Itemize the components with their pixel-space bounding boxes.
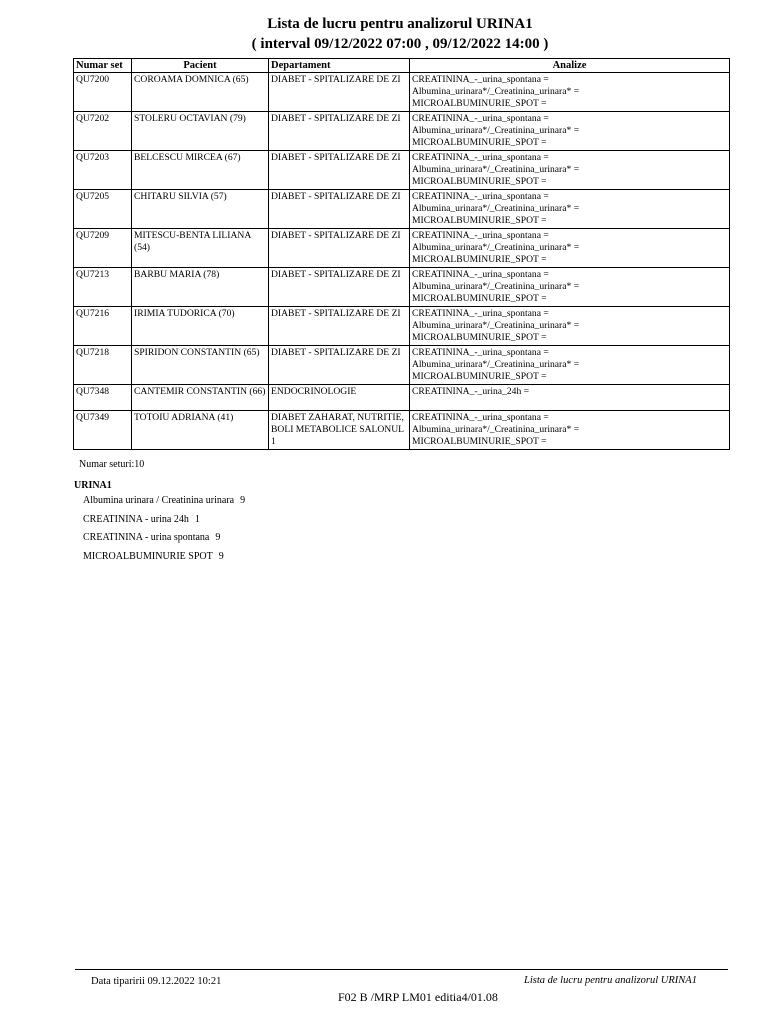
table-row: [74, 112, 730, 151]
analysis-line: Albumina_urinara*/_Creatinina_urinara* =: [412, 203, 580, 214]
set-count: Numar seturi:10: [79, 459, 145, 470]
table-row: [74, 385, 730, 411]
analysis-line: Albumina_urinara*/_Creatinina_urinara* =: [412, 86, 580, 97]
analysis-line: CREATININA_-_urina_spontana =: [412, 152, 549, 163]
summary-item-count: 9: [215, 532, 221, 543]
department-cell: DIABET - SPITALIZARE DE ZI: [269, 73, 410, 112]
column-header-set: Numar set: [74, 59, 132, 73]
summary-item: [83, 495, 245, 514]
analysis-line: Albumina_urinara*/_Creatinina_urinara* =: [412, 164, 580, 175]
analysis-line: MICROALBUMINURIE_SPOT =: [412, 254, 547, 265]
analyzer-summary-title: URINA1: [74, 480, 112, 491]
table-row: [74, 229, 730, 268]
set-number-cell: QU7205: [74, 190, 132, 229]
department-cell: DIABET ZAHARAT, NUTRITIE, BOLI METABOLICE SALONUL 1: [269, 411, 410, 450]
patient-cell: CANTEMIR CONSTANTIN (66): [132, 385, 269, 411]
worklist-table: [73, 58, 730, 450]
analysis-line: Albumina_urinara*/_Creatinina_urinara* =: [412, 242, 580, 253]
page-title: Lista de lucru pentru analizorul URINA1: [267, 16, 533, 32]
analysis-line: MICROALBUMINURIE_SPOT =: [412, 176, 547, 187]
analysis-line: CREATININA_-_urina_spontana =: [412, 113, 549, 124]
summary-item-label: CREATININA - urina spontana: [83, 532, 210, 543]
column-header-departament: Departament: [269, 59, 410, 73]
patient-cell: IRIMIA TUDORICA (70): [132, 307, 269, 346]
table-row: [74, 268, 730, 307]
print-date: Data tiparirii 09.12.2022 10:21: [91, 976, 222, 987]
table-row: [74, 411, 730, 450]
analyses-cell: [410, 411, 730, 450]
department-cell: DIABET - SPITALIZARE DE ZI: [269, 151, 410, 190]
set-number-cell: QU7202: [74, 112, 132, 151]
patient-cell: SPIRIDON CONSTANTIN (65): [132, 346, 269, 385]
summary-item-label: Albumina urinara / Creatinina urinara: [83, 495, 235, 506]
column-header-pacient: Pacient: [132, 59, 269, 73]
form-code: F02 B /MRP LM01 editia4/01.08: [338, 990, 498, 1004]
set-number-cell: QU7209: [74, 229, 132, 268]
set-number-cell: QU7216: [74, 307, 132, 346]
set-number-cell: QU7218: [74, 346, 132, 385]
footer-document-title: Lista de lucru pentru analizorul URINA1: [524, 975, 697, 986]
department-cell: DIABET - SPITALIZARE DE ZI: [269, 229, 410, 268]
analysis-line: CREATININA_-_urina_24h =: [412, 386, 530, 397]
summary-item: [83, 532, 245, 551]
patient-cell: MITESCU-BENTA LILIANA (54): [132, 229, 269, 268]
analyses-cell: [410, 385, 730, 411]
summary-item-label: MICROALBUMINURIE SPOT: [83, 550, 213, 562]
summary-item: [83, 514, 245, 533]
analysis-line: CREATININA_-_urina_spontana =: [412, 412, 549, 423]
analysis-summary-list: [83, 495, 245, 569]
analysis-line: Albumina_urinara*/_Creatinina_urinara* =: [412, 281, 580, 292]
interval-subtitle: ( interval 09/12/2022 07:00 , 09/12/2022 14:00 ): [251, 36, 549, 52]
department-cell: DIABET - SPITALIZARE DE ZI: [269, 112, 410, 151]
patient-cell: BELCESCU MIRCEA (67): [132, 151, 269, 190]
analysis-line: CREATININA_-_urina_spontana =: [412, 308, 549, 319]
patient-cell: STOLERU OCTAVIAN (79): [132, 112, 269, 151]
analyses-cell: [410, 268, 730, 307]
table-header-row: [74, 59, 730, 73]
analysis-line: MICROALBUMINURIE_SPOT =: [412, 293, 547, 304]
department-cell: ENDOCRINOLOGIE: [269, 385, 410, 411]
department-cell: DIABET - SPITALIZARE DE ZI: [269, 307, 410, 346]
analyses-cell: [410, 307, 730, 346]
analysis-line: MICROALBUMINURIE_SPOT =: [412, 332, 547, 343]
table-row: [74, 73, 730, 112]
patient-cell: TOTOIU ADRIANA (41): [132, 411, 269, 450]
analysis-line: CREATININA_-_urina_spontana =: [412, 191, 549, 202]
department-cell: DIABET - SPITALIZARE DE ZI: [269, 268, 410, 307]
analysis-line: CREATININA_-_urina_spontana =: [412, 74, 549, 85]
analysis-line: MICROALBUMINURIE_SPOT =: [412, 137, 547, 148]
summary-item-count: 1: [194, 513, 200, 525]
summary-item-count: 9: [218, 550, 224, 562]
analyses-cell: [410, 151, 730, 190]
analyses-cell: [410, 346, 730, 385]
set-number-cell: QU7200: [74, 73, 132, 112]
analysis-line: MICROALBUMINURIE_SPOT =: [412, 436, 547, 447]
column-header-analize: Analize: [410, 59, 730, 73]
analysis-line: Albumina_urinara*/_Creatinina_urinara* =: [412, 320, 580, 331]
set-number-cell: QU7349: [74, 411, 132, 450]
patient-cell: BARBU MARIA (78): [132, 268, 269, 307]
analysis-line: MICROALBUMINURIE_SPOT =: [412, 215, 547, 226]
table-row: [74, 151, 730, 190]
analysis-line: CREATININA_-_urina_spontana =: [412, 347, 549, 358]
patient-cell: COROAMA DOMNICA (65): [132, 73, 269, 112]
analysis-line: CREATININA_-_urina_spontana =: [412, 269, 549, 280]
set-number-cell: QU7213: [74, 268, 132, 307]
summary-item-label: CREATININA - urina 24h: [83, 513, 189, 525]
analysis-line: MICROALBUMINURIE_SPOT =: [412, 371, 547, 382]
analysis-line: Albumina_urinara*/_Creatinina_urinara* =: [412, 424, 580, 435]
department-cell: DIABET - SPITALIZARE DE ZI: [269, 346, 410, 385]
analyses-cell: [410, 73, 730, 112]
analysis-line: Albumina_urinara*/_Creatinina_urinara* =: [412, 359, 580, 370]
patient-cell: CHITARU SILVIA (57): [132, 190, 269, 229]
analysis-line: CREATININA_-_urina_spontana =: [412, 230, 549, 241]
analysis-line: MICROALBUMINURIE_SPOT =: [412, 98, 547, 109]
table-row: [74, 190, 730, 229]
table-row: [74, 346, 730, 385]
analyses-cell: [410, 229, 730, 268]
set-number-cell: QU7203: [74, 151, 132, 190]
table-row: [74, 307, 730, 346]
analyses-cell: [410, 190, 730, 229]
summary-item: [83, 551, 245, 570]
analysis-line: Albumina_urinara*/_Creatinina_urinara* =: [412, 125, 580, 136]
footer-divider: [75, 969, 728, 970]
analyses-cell: [410, 112, 730, 151]
department-cell: DIABET - SPITALIZARE DE ZI: [269, 190, 410, 229]
set-number-cell: QU7348: [74, 385, 132, 411]
summary-item-count: 9: [240, 495, 246, 506]
